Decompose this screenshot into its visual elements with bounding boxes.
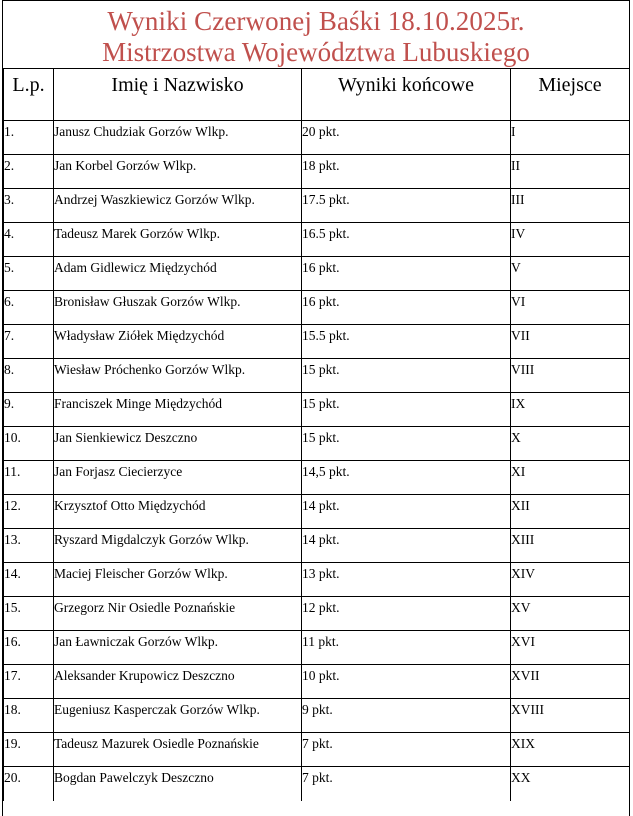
row-result: 15.5 pkt.: [302, 325, 511, 359]
table-row: [4, 665, 630, 699]
row-lp: 3.: [4, 189, 54, 223]
table-row: [4, 699, 630, 733]
row-place: XII: [511, 495, 630, 529]
header-lp: L.p.: [4, 69, 54, 121]
row-lp: 1.: [4, 121, 54, 155]
row-place: XIV: [511, 563, 630, 597]
row-name: Bogdan Pawelczyk Deszczno: [54, 767, 302, 801]
row-name: Jan Forjasz Ciecierzyce: [54, 461, 302, 495]
row-result: 20 pkt.: [302, 121, 511, 155]
row-name: Eugeniusz Kasperczak Gorzów Wlkp.: [54, 699, 302, 733]
row-result: 15 pkt.: [302, 393, 511, 427]
row-place: II: [511, 155, 630, 189]
row-place: XVI: [511, 631, 630, 665]
row-result: 7 pkt.: [302, 733, 511, 767]
title-block: [3, 0, 629, 68]
row-place: XX: [511, 767, 630, 801]
row-lp: 18.: [4, 699, 54, 733]
row-name: Franciszek Minge Międzychód: [54, 393, 302, 427]
table-header-row: [4, 69, 630, 121]
row-lp: 16.: [4, 631, 54, 665]
row-place: XVIII: [511, 699, 630, 733]
row-name: Jan Sienkiewicz Deszczno: [54, 427, 302, 461]
row-result: 12 pkt.: [302, 597, 511, 631]
row-name: Andrzej Waszkiewicz Gorzów Wlkp.: [54, 189, 302, 223]
row-lp: 13.: [4, 529, 54, 563]
row-place: VI: [511, 291, 630, 325]
row-result: 17.5 pkt.: [302, 189, 511, 223]
table-row: [4, 529, 630, 563]
row-place: VIII: [511, 359, 630, 393]
row-name: Jan Korbel Gorzów Wlkp.: [54, 155, 302, 189]
row-lp: 7.: [4, 325, 54, 359]
row-place: XVII: [511, 665, 630, 699]
row-place: IV: [511, 223, 630, 257]
row-result: 10 pkt.: [302, 665, 511, 699]
row-place: V: [511, 257, 630, 291]
table-row: [4, 563, 630, 597]
row-lp: 4.: [4, 223, 54, 257]
row-result: 15 pkt.: [302, 359, 511, 393]
row-result: 16 pkt.: [302, 257, 511, 291]
row-name: Tadeusz Mazurek Osiedle Poznańskie: [54, 733, 302, 767]
row-result: 14,5 pkt.: [302, 461, 511, 495]
table-row: [4, 767, 630, 801]
row-result: 14 pkt.: [302, 529, 511, 563]
table-row: [4, 495, 630, 529]
row-lp: 8.: [4, 359, 54, 393]
table-row: [4, 733, 630, 767]
table-row: [4, 155, 630, 189]
row-place: XIX: [511, 733, 630, 767]
row-lp: 2.: [4, 155, 54, 189]
row-result: 16 pkt.: [302, 291, 511, 325]
table-body: [4, 121, 630, 801]
row-name: Władysław Ziółek Międzychód: [54, 325, 302, 359]
row-name: Krzysztof Otto Międzychód: [54, 495, 302, 529]
table-row: [4, 257, 630, 291]
results-sheet: [2, 0, 630, 816]
row-name: Jan Ławniczak Gorzów Wlkp.: [54, 631, 302, 665]
row-lp: 5.: [4, 257, 54, 291]
table-row: [4, 291, 630, 325]
row-lp: 20.: [4, 767, 54, 801]
table-row: [4, 461, 630, 495]
row-place: XI: [511, 461, 630, 495]
row-name: Tadeusz Marek Gorzów Wlkp.: [54, 223, 302, 257]
row-lp: 12.: [4, 495, 54, 529]
row-name: Janusz Chudziak Gorzów Wlkp.: [54, 121, 302, 155]
row-name: Grzegorz Nir Osiedle Poznańskie: [54, 597, 302, 631]
row-lp: 9.: [4, 393, 54, 427]
row-lp: 17.: [4, 665, 54, 699]
header-name: Imię i Nazwisko: [54, 69, 302, 121]
header-result: Wyniki końcowe: [302, 69, 511, 121]
table-row: [4, 597, 630, 631]
table-row: [4, 223, 630, 257]
header-place: Miejsce: [511, 69, 630, 121]
row-name: Aleksander Krupowicz Deszczno: [54, 665, 302, 699]
table-row: [4, 121, 630, 155]
document-title: Wyniki Czerwonej Baśki 18.10.2025r.: [107, 6, 525, 36]
row-place: III: [511, 189, 630, 223]
row-place: XV: [511, 597, 630, 631]
table-row: [4, 325, 630, 359]
table-row: [4, 427, 630, 461]
row-result: 16.5 pkt.: [302, 223, 511, 257]
row-place: IX: [511, 393, 630, 427]
document-subtitle: Mistrzostwa Województwa Lubuskiego: [102, 37, 530, 67]
row-lp: 10.: [4, 427, 54, 461]
row-lp: 14.: [4, 563, 54, 597]
results-table: [3, 68, 630, 801]
row-result: 11 pkt.: [302, 631, 511, 665]
row-place: VII: [511, 325, 630, 359]
row-result: 14 pkt.: [302, 495, 511, 529]
row-result: 9 pkt.: [302, 699, 511, 733]
row-lp: 6.: [4, 291, 54, 325]
table-row: [4, 393, 630, 427]
table-row: [4, 631, 630, 665]
row-result: 7 pkt.: [302, 767, 511, 801]
table-row: [4, 359, 630, 393]
table-row: [4, 189, 630, 223]
row-lp: 15.: [4, 597, 54, 631]
row-result: 18 pkt.: [302, 155, 511, 189]
row-result: 15 pkt.: [302, 427, 511, 461]
row-name: Adam Gidlewicz Międzychód: [54, 257, 302, 291]
row-name: Ryszard Migdalczyk Gorzów Wlkp.: [54, 529, 302, 563]
row-lp: 19.: [4, 733, 54, 767]
row-name: Maciej Fleischer Gorzów Wlkp.: [54, 563, 302, 597]
row-place: X: [511, 427, 630, 461]
row-name: Bronisław Głuszak Gorzów Wlkp.: [54, 291, 302, 325]
row-result: 13 pkt.: [302, 563, 511, 597]
row-name: Wiesław Próchenko Gorzów Wlkp.: [54, 359, 302, 393]
row-place: XIII: [511, 529, 630, 563]
row-lp: 11.: [4, 461, 54, 495]
row-place: I: [511, 121, 630, 155]
